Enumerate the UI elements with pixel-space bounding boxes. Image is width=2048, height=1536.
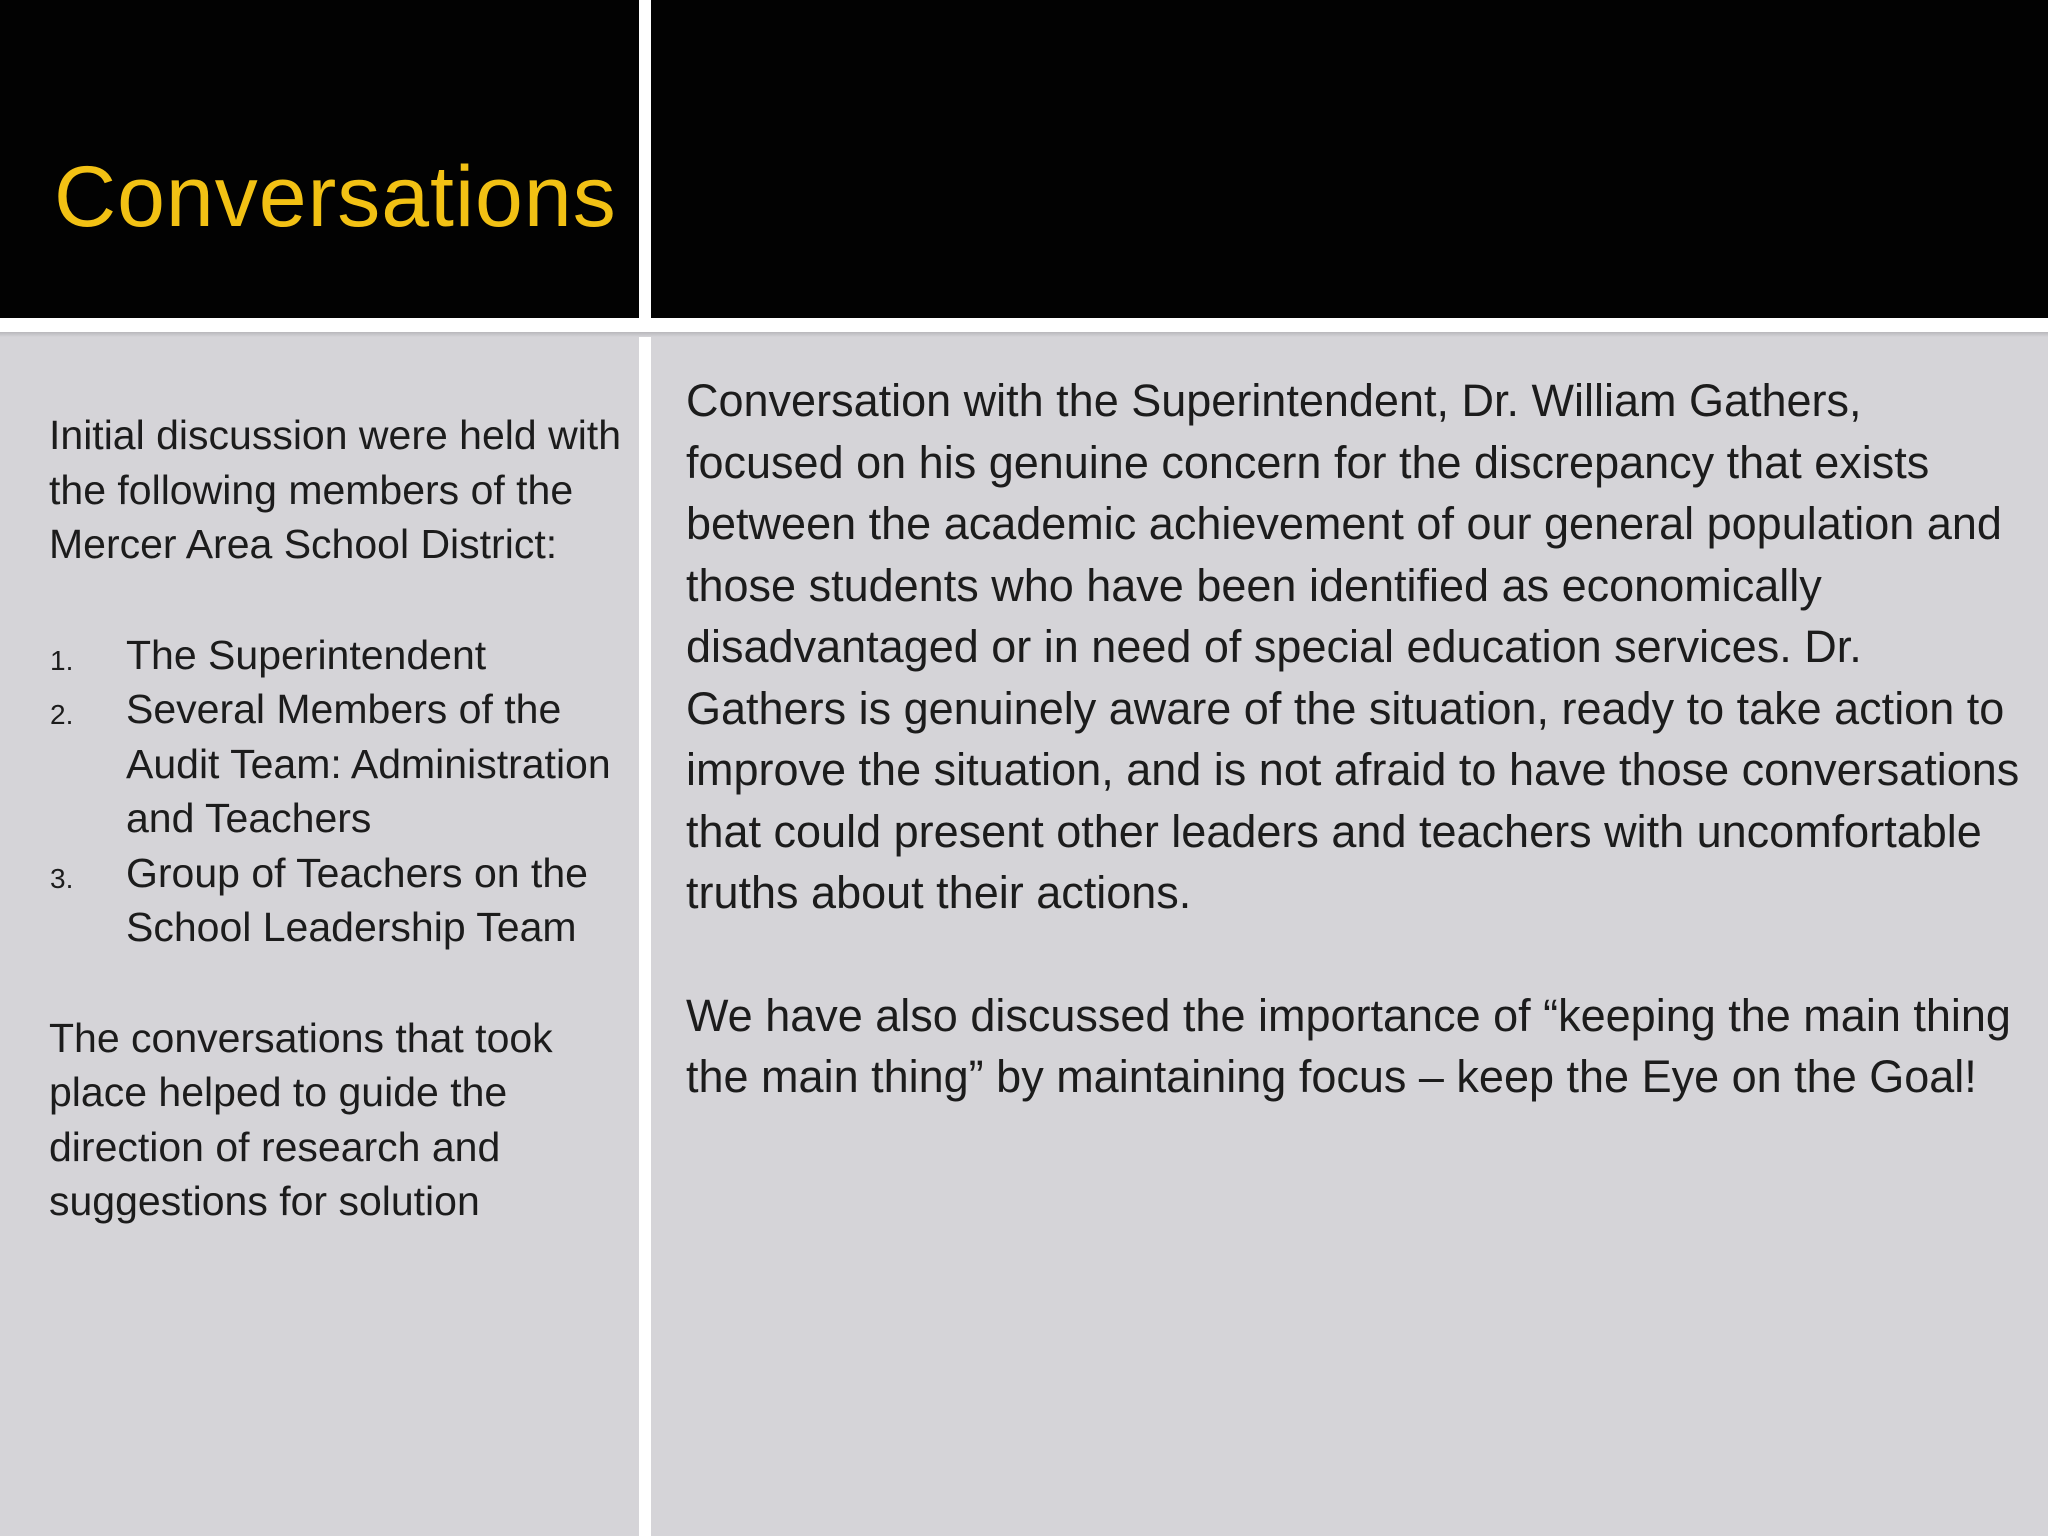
list-item-number: 3. xyxy=(50,862,74,894)
list-item xyxy=(49,846,629,955)
list-item xyxy=(49,682,629,846)
intro-paragraph: Initial discussion were held with the following members of the Mercer Area School District: xyxy=(49,412,621,567)
members-list xyxy=(49,628,629,955)
header-panel-right xyxy=(651,0,2048,318)
list-item-number: 1. xyxy=(50,644,74,676)
focus-paragraph: We have also discussed the importance of “keeping the main thing the main thing” by maintaining focus – keep the Eye on the Goal! xyxy=(686,989,2011,1102)
list-item-text: Group of Teachers on the School Leadership Team xyxy=(126,849,588,950)
slide-title: Conversations xyxy=(54,149,617,245)
list-item xyxy=(49,628,629,683)
list-item-text: Several Members of the Audit Team: Administration and Teachers xyxy=(126,686,611,841)
list-item-number: 2. xyxy=(50,699,74,730)
panel-divider-shadow xyxy=(0,332,2048,337)
title-panel xyxy=(0,0,639,318)
superintendent-paragraph: Conversation with the Superintendent, Dr. William Gathers, focused on his genuine concern for the discrepancy that exists between the academic achievement of our general population and those students who have been identified as economically disadvantaged or in need of special education services. Dr. Gathers is genuinely aware of the situation, ready to take action to improve the situation, and is not afraid to have those conversations that could present other leaders and teachers with uncomfortable truths about their actions. xyxy=(686,375,2020,918)
left-column-text xyxy=(49,408,629,1229)
right-column-text xyxy=(686,370,2031,1108)
outro-paragraph: The conversations that took place helped to guide the direction of research and suggestions for solution xyxy=(49,1014,553,1224)
list-item-text: The Superintendent xyxy=(126,631,487,678)
